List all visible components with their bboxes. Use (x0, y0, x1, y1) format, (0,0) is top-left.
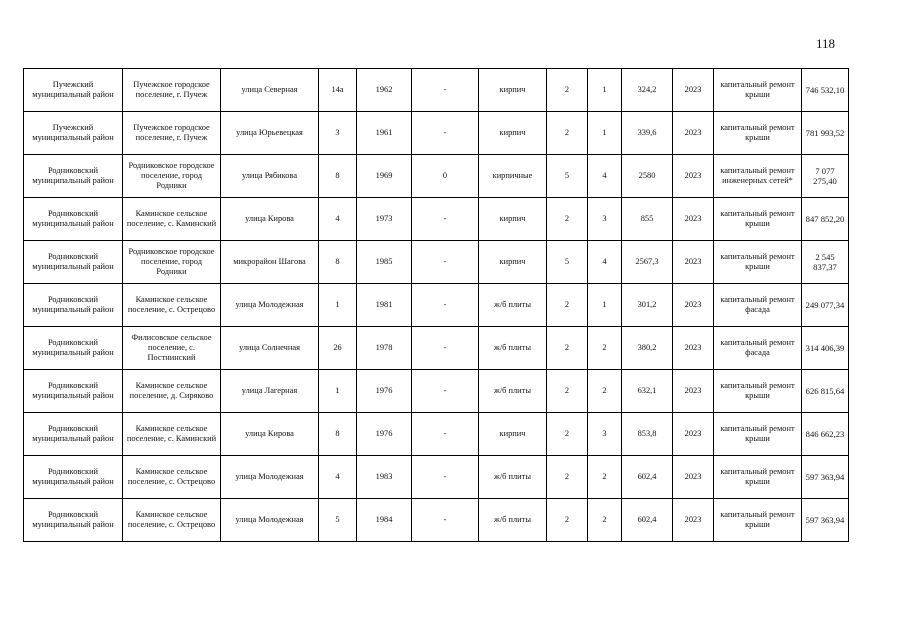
wall-material-cell: кирпич (479, 241, 547, 284)
settlement-cell: Родниковское городское поселение, город Родники (123, 155, 221, 198)
wall-material-cell: кирпичные (479, 155, 547, 198)
area-cell: 855 (622, 198, 673, 241)
settlement-cell: Филисовское сельское поселение, с. Постнинский (123, 327, 221, 370)
cost-cell: 2 545 837,37 (802, 241, 849, 284)
floors-cell: 2 (547, 370, 588, 413)
col-6-cell: - (412, 69, 479, 112)
area-cell: 2567,3 (622, 241, 673, 284)
district-cell: Родниковский муниципальный район (24, 413, 123, 456)
table-row (24, 327, 849, 370)
floors-cell: 2 (547, 456, 588, 499)
wall-material-cell: ж/б плиты (479, 284, 547, 327)
cost-cell: 746 532,10 (802, 69, 849, 112)
work-type-cell: капитальный ремонт крыши (714, 370, 802, 413)
district-cell: Родниковский муниципальный район (24, 456, 123, 499)
house-number-cell: 4 (319, 198, 357, 241)
floors-cell: 2 (547, 112, 588, 155)
col-6-cell: - (412, 112, 479, 155)
wall-material-cell: кирпич (479, 413, 547, 456)
street-cell: улица Северная (221, 69, 319, 112)
street-cell: улица Молодежная (221, 456, 319, 499)
table-row (24, 112, 849, 155)
entrances-cell: 2 (588, 327, 622, 370)
district-cell: Родниковский муниципальный район (24, 370, 123, 413)
settlement-cell: Каминское сельское поселение, д. Сиряково (123, 370, 221, 413)
year-cell: 2023 (673, 155, 714, 198)
house-number-cell: 1 (319, 370, 357, 413)
year-cell: 2023 (673, 327, 714, 370)
year-cell: 2023 (673, 112, 714, 155)
work-type-cell: капитальный ремонт крыши (714, 499, 802, 542)
col-6-cell: - (412, 327, 479, 370)
work-type-cell: капитальный ремонт крыши (714, 241, 802, 284)
wall-material-cell: ж/б плиты (479, 499, 547, 542)
year-built-cell: 1976 (357, 370, 412, 413)
table-row (24, 241, 849, 284)
table-body (24, 69, 849, 542)
col-6-cell: 0 (412, 155, 479, 198)
entrances-cell: 3 (588, 413, 622, 456)
district-cell: Родниковский муниципальный район (24, 284, 123, 327)
area-cell: 339,6 (622, 112, 673, 155)
area-cell: 853,8 (622, 413, 673, 456)
page-number: 118 (816, 36, 836, 51)
cost-cell: 314 406,39 (802, 327, 849, 370)
year-built-cell: 1978 (357, 327, 412, 370)
house-number-cell: 8 (319, 241, 357, 284)
floors-cell: 2 (547, 198, 588, 241)
district-cell: Родниковский муниципальный район (24, 499, 123, 542)
district-cell: Родниковский муниципальный район (24, 241, 123, 284)
settlement-cell: Пучежское городское поселение, г. Пучеж (123, 112, 221, 155)
work-type-cell: капитальный ремонт крыши (714, 112, 802, 155)
year-built-cell: 1962 (357, 69, 412, 112)
col-6-cell: - (412, 284, 479, 327)
col-6-cell: - (412, 241, 479, 284)
work-type-cell: капитальный ремонт фасада (714, 327, 802, 370)
table-row (24, 456, 849, 499)
table-row (24, 370, 849, 413)
house-number-cell: 8 (319, 155, 357, 198)
year-built-cell: 1983 (357, 456, 412, 499)
registry-table (23, 68, 849, 542)
district-cell: Родниковский муниципальный район (24, 155, 123, 198)
year-built-cell: 1973 (357, 198, 412, 241)
settlement-cell: Каминское сельское поселение, с. Каминский (123, 198, 221, 241)
col-6-cell: - (412, 413, 479, 456)
street-cell: микрорайон Шагова (221, 241, 319, 284)
floors-cell: 2 (547, 413, 588, 456)
table-row (24, 499, 849, 542)
floors-cell: 2 (547, 499, 588, 542)
house-number-cell: 1 (319, 284, 357, 327)
floors-cell: 2 (547, 284, 588, 327)
floors-cell: 2 (547, 69, 588, 112)
wall-material-cell: ж/б плиты (479, 327, 547, 370)
year-built-cell: 1985 (357, 241, 412, 284)
col-6-cell: - (412, 198, 479, 241)
district-cell: Родниковский муниципальный район (24, 327, 123, 370)
house-number-cell: 26 (319, 327, 357, 370)
street-cell: улица Молодежная (221, 499, 319, 542)
work-type-cell: капитальный ремонт крыши (714, 413, 802, 456)
street-cell: улица Кирова (221, 198, 319, 241)
col-6-cell: - (412, 370, 479, 413)
year-cell: 2023 (673, 241, 714, 284)
floors-cell: 5 (547, 155, 588, 198)
settlement-cell: Пучежское городское поселение, г. Пучеж (123, 69, 221, 112)
settlement-cell: Каминское сельское поселение, с. Каминский (123, 413, 221, 456)
entrances-cell: 2 (588, 370, 622, 413)
cost-cell: 847 852,20 (802, 198, 849, 241)
year-built-cell: 1976 (357, 413, 412, 456)
entrances-cell: 4 (588, 241, 622, 284)
cost-cell: 597 363,94 (802, 499, 849, 542)
cost-cell: 7 077 275,40 (802, 155, 849, 198)
area-cell: 602,4 (622, 456, 673, 499)
work-type-cell: капитальный ремонт крыши (714, 456, 802, 499)
street-cell: улица Кирова (221, 413, 319, 456)
year-built-cell: 1981 (357, 284, 412, 327)
work-type-cell: капитальный ремонт фасада (714, 284, 802, 327)
wall-material-cell: ж/б плиты (479, 456, 547, 499)
table-row (24, 413, 849, 456)
table-row (24, 198, 849, 241)
table-row (24, 284, 849, 327)
area-cell: 380,2 (622, 327, 673, 370)
year-cell: 2023 (673, 370, 714, 413)
year-cell: 2023 (673, 456, 714, 499)
wall-material-cell: кирпич (479, 112, 547, 155)
year-cell: 2023 (673, 198, 714, 241)
settlement-cell: Родниковское городское поселение, город Родники (123, 241, 221, 284)
work-type-cell: капитальный ремонт инженерных сетей* (714, 155, 802, 198)
entrances-cell: 1 (588, 284, 622, 327)
year-cell: 2023 (673, 413, 714, 456)
street-cell: улица Рябикова (221, 155, 319, 198)
wall-material-cell: кирпич (479, 198, 547, 241)
floors-cell: 2 (547, 327, 588, 370)
floors-cell: 5 (547, 241, 588, 284)
cost-cell: 626 815,64 (802, 370, 849, 413)
house-number-cell: 3 (319, 112, 357, 155)
col-6-cell: - (412, 456, 479, 499)
area-cell: 301,2 (622, 284, 673, 327)
wall-material-cell: кирпич (479, 69, 547, 112)
year-built-cell: 1961 (357, 112, 412, 155)
work-type-cell: капитальный ремонт крыши (714, 69, 802, 112)
street-cell: улица Юрьевецкая (221, 112, 319, 155)
year-built-cell: 1969 (357, 155, 412, 198)
cost-cell: 781 993,52 (802, 112, 849, 155)
entrances-cell: 2 (588, 499, 622, 542)
col-6-cell: - (412, 499, 479, 542)
wall-material-cell: ж/б плиты (479, 370, 547, 413)
street-cell: улица Солнечная (221, 327, 319, 370)
year-built-cell: 1984 (357, 499, 412, 542)
table-row (24, 69, 849, 112)
entrances-cell: 2 (588, 456, 622, 499)
cost-cell: 597 363,94 (802, 456, 849, 499)
house-number-cell: 4 (319, 456, 357, 499)
street-cell: улица Молодежная (221, 284, 319, 327)
house-number-cell: 5 (319, 499, 357, 542)
settlement-cell: Каминское сельское поселение, с. Острецово (123, 456, 221, 499)
entrances-cell: 1 (588, 112, 622, 155)
district-cell: Родниковский муниципальный район (24, 198, 123, 241)
settlement-cell: Каминское сельское поселение, с. Острецово (123, 284, 221, 327)
cost-cell: 249 077,34 (802, 284, 849, 327)
entrances-cell: 4 (588, 155, 622, 198)
year-cell: 2023 (673, 499, 714, 542)
year-cell: 2023 (673, 284, 714, 327)
year-cell: 2023 (673, 69, 714, 112)
entrances-cell: 1 (588, 69, 622, 112)
district-cell: Пучежский муниципальный район (24, 112, 123, 155)
area-cell: 632,1 (622, 370, 673, 413)
work-type-cell: капитальный ремонт крыши (714, 198, 802, 241)
cost-cell: 846 662,23 (802, 413, 849, 456)
house-number-cell: 8 (319, 413, 357, 456)
area-cell: 2580 (622, 155, 673, 198)
district-cell: Пучежский муниципальный район (24, 69, 123, 112)
table-row (24, 155, 849, 198)
area-cell: 602,4 (622, 499, 673, 542)
street-cell: улица Лагерная (221, 370, 319, 413)
settlement-cell: Каминское сельское поселение, с. Острецово (123, 499, 221, 542)
entrances-cell: 3 (588, 198, 622, 241)
house-number-cell: 14а (319, 69, 357, 112)
area-cell: 324,2 (622, 69, 673, 112)
